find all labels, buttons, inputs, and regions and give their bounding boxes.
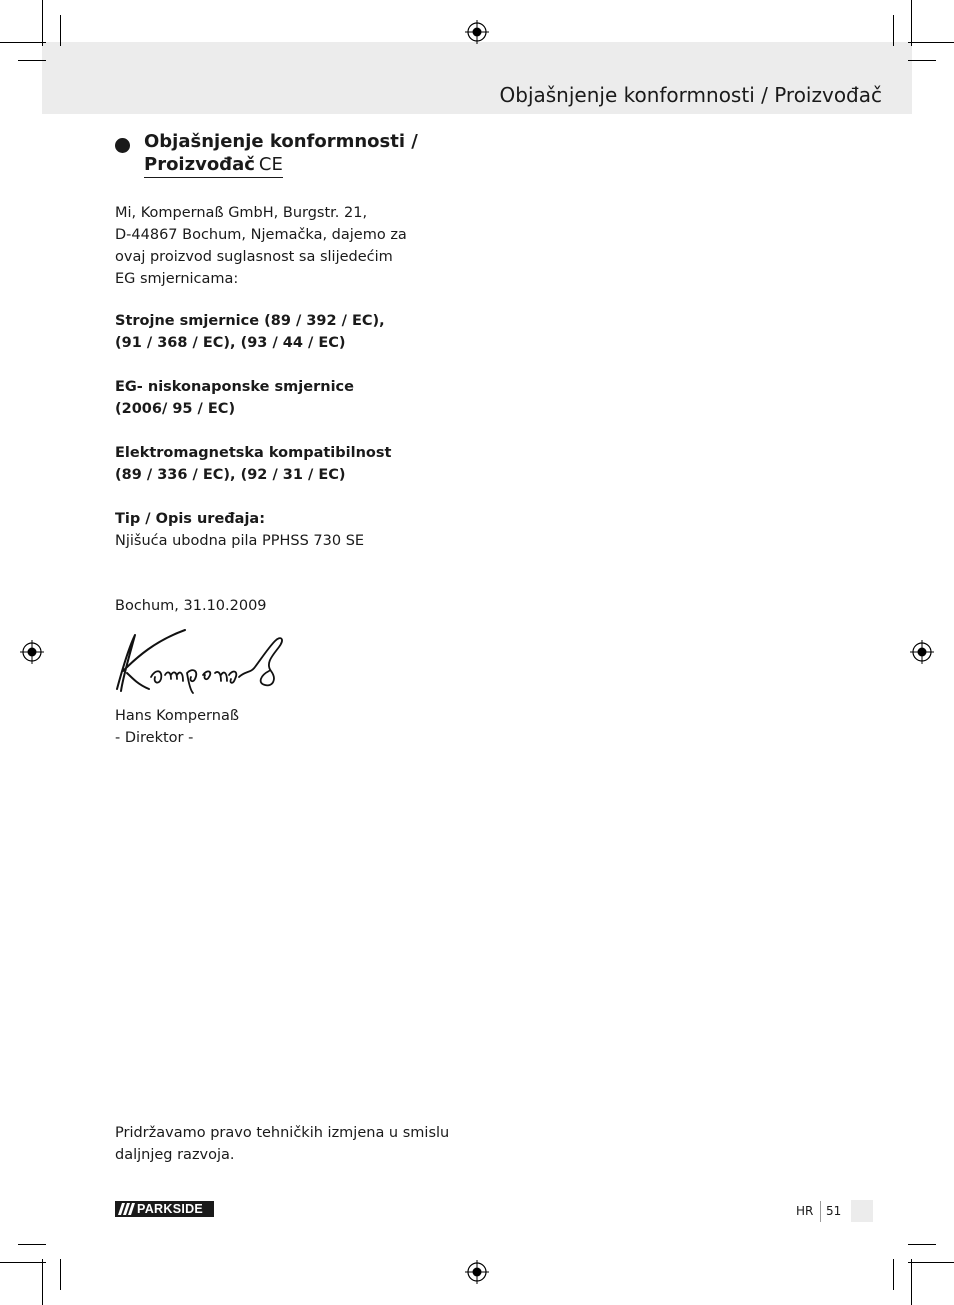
crop-mark	[908, 1262, 954, 1263]
crop-mark	[18, 60, 46, 61]
crop-mark	[908, 60, 936, 61]
footer-language: HR	[796, 1204, 814, 1218]
section-heading-line1: Objašnjenje konformnosti /	[144, 131, 418, 152]
section-heading	[144, 130, 445, 178]
crop-mark	[911, 0, 912, 46]
crop-mark	[60, 1259, 61, 1290]
bullet-icon	[115, 138, 130, 153]
crop-mark	[42, 1259, 43, 1305]
device-type-value: Njišuća ubodna pila PPHSS 730 SE	[115, 533, 365, 549]
directive-low-voltage: EG- niskonaponske smjernice (2006/ 95 / EC)	[115, 379, 354, 417]
signer-role: - Direktor -	[115, 730, 194, 746]
crop-mark	[18, 1244, 46, 1245]
crop-mark	[0, 42, 46, 43]
place-date: Bochum, 31.10.2009	[115, 598, 267, 614]
registration-mark-icon	[910, 640, 934, 664]
logo-stripes-icon	[115, 1201, 137, 1217]
signature-image	[115, 627, 285, 695]
crop-mark	[60, 15, 61, 46]
logo-brand-text: PARKSIDE	[137, 1202, 204, 1216]
device-type-label: Tip / Opis uređaja:	[115, 511, 266, 527]
crop-mark	[42, 0, 43, 46]
directive-emc: Elektromagnetska kompatibilnost (89 / 336 / EC), (92 / 31 / EC)	[115, 445, 392, 483]
crop-mark	[908, 42, 954, 43]
registration-mark-icon	[465, 1260, 489, 1284]
parkside-logo	[115, 1201, 214, 1217]
crop-mark	[908, 1244, 936, 1245]
registration-mark-icon	[20, 640, 44, 664]
footer-tab-box	[851, 1200, 873, 1222]
intro-paragraph: Mi, Kompernaß GmbH, Burgstr. 21, D-44867 Bochum, Njemačka, dajemo za ovaj proizvod suglasnost sa slijedećim EG smjernicama:	[115, 205, 407, 287]
signer-name: Hans Kompernaß	[115, 708, 239, 724]
section-heading-line2: Proizvođač	[144, 154, 255, 175]
directive-machinery: Strojne smjernice (89 / 392 / EC), (91 / 368 / EC), (93 / 44 / EC)	[115, 313, 385, 351]
declaration-content	[115, 130, 445, 746]
page-header-title: Objašnjenje konformnosti / Proizvođač	[499, 83, 882, 107]
section-heading-line2-wrap	[144, 153, 283, 178]
crop-mark	[893, 1259, 894, 1290]
registration-mark-icon	[465, 20, 489, 44]
crop-mark	[0, 1262, 46, 1263]
footer-page-number: 51	[826, 1204, 842, 1218]
crop-mark	[911, 1259, 912, 1305]
crop-mark	[893, 15, 894, 46]
disclaimer-text: Pridržavamo pravo tehničkih izmjena u smislu daljnjeg razvoja.	[115, 1125, 450, 1163]
ce-mark: CE	[258, 154, 283, 175]
footer-divider	[820, 1201, 821, 1222]
